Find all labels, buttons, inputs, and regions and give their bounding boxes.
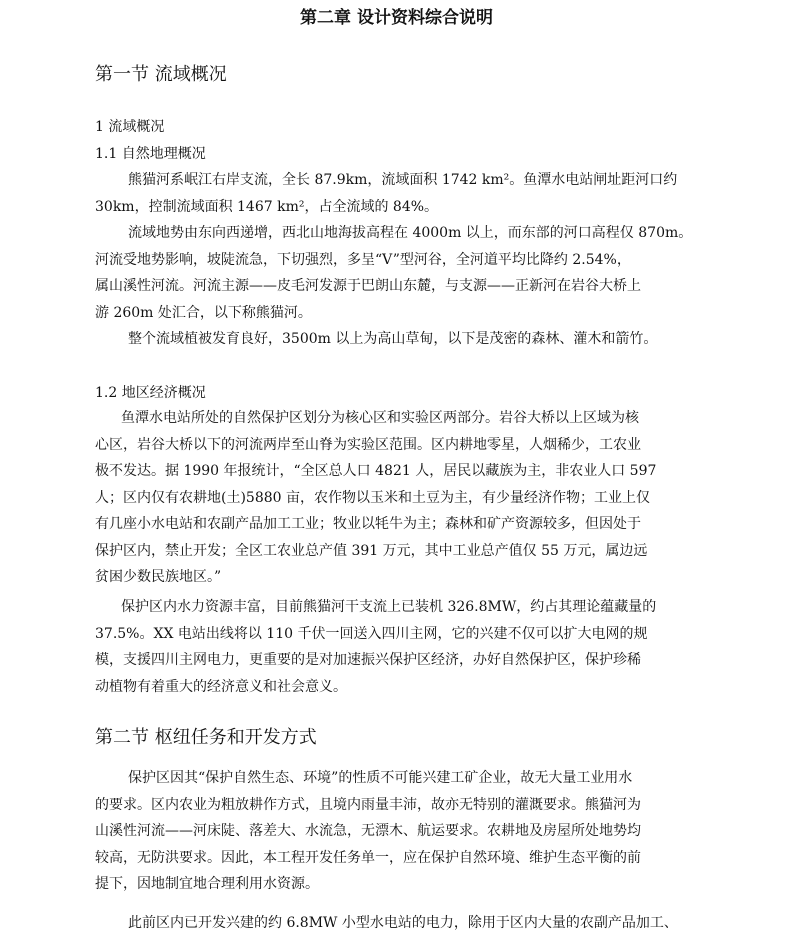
paragraph-project-tasks-1 [95,765,720,898]
text-line: 的要求。区内农业为粗放耕作方式，且境内雨量丰沛，故亦无特别的灌溉要求。熊猫河为 [95,796,641,813]
chapter-title: 第二章 设计资料综合说明 [300,8,493,28]
text-line: 保护区内水力资源丰富，目前熊猫河干支流上已装机 326.8MW，约占其理论蕴藏量的 [121,599,657,615]
text-line: 30km，控制流域面积 1467 km²，占全流域的 84%。 [95,198,439,215]
heading-basin-overview: 1 流域概况 [95,119,165,135]
text-line: 河流受地势影响，坡陡流急，下切强烈，多呈“V”型河谷，全河道平均比降约 2.54%， [95,251,631,268]
text-line: 极不发达。据 1990 年报统计，“全区总人口 4821 人，居民以藏族为主，非农业人口 597 [95,463,657,479]
paragraph-natural-geography-2 [95,220,720,326]
text-line: 模，支援四川主网电力，更重要的是对加速振兴保护区经济，办好自然保护区，保护珍稀 [95,652,641,668]
text-line: 贫困少数民族地区。” [95,569,222,585]
text-line: 动植物有着重大的经济意义和社会意义。 [95,678,347,695]
text-line: 有几座小水电站和农副产品加工工业；牧业以牦牛为主；森林和矿产资源较多，但因处于 [95,516,641,532]
section-title-basin-overview: 第一节 流域概况 [95,64,227,85]
text-line: 人；区内仅有农耕地(土)5880 亩，农作物以玉米和土豆为主，有少量经济作物；工业上仅 [95,489,651,506]
paragraph-natural-geography-3 [95,326,720,353]
text-line: 此前区内已开发兴建的约 6.8MW 小型水电站的电力，除用于区内大量的农副产品加工、 [128,915,678,931]
text-line: 山溪性河流——河床陡、落差大、水流急，无漂木、航运要求。农耕地及房屋所处地势均 [95,823,641,839]
text-line: 游 260m 处汇合，以下称熊猫河。 [95,304,312,321]
text-line: 属山溪性河流。河流主源——皮毛河发源于巴朗山东麓，与支源——正新河在岩谷大桥上 [95,278,641,294]
paragraph-project-tasks-2 [95,910,720,937]
text-line: 鱼潭水电站所处的自然保护区划分为核心区和实验区两部分。岩谷大桥以上区域为核 [121,410,639,426]
heading-regional-economy: 1.2 地区经济概况 [95,385,206,401]
text-line: 整个流域植被发育良好，3500m 以上为高山草甸，以下是茂密的森林、灌木和箭竹。 [128,331,658,347]
text-line: 流域地势由东向西递增，西北山地海拔高程在 4000m 以上，而东部的河口高程仅 870m。 [128,225,693,241]
text-line: 提下，因地制宜地合理利用水资源。 [95,876,319,892]
heading-natural-geography: 1.1 自然地理概况 [95,146,206,162]
paragraph-regional-economy-1 [95,405,720,591]
text-line: 较高，无防洪要求。因此，本工程开发任务单一，应在保护自然环境、维护生态平衡的前 [95,849,641,866]
section-title-project-tasks: 第二节 枢纽任务和开发方式 [95,727,317,748]
text-line: 心区，岩谷大桥以下的河流两岸至山脊为实验区范围。区内耕地零星，人烟稀少，工农业 [95,436,641,453]
text-line: 37.5%。XX 电站出线将以 110 千伏一回送入四川主网，它的兴建不仅可以扩大电网的规 [95,625,648,642]
text-line: 保护区因其“保护自然生态、环境”的性质不可能兴建工矿企业，故无大量工业用水 [128,770,633,786]
text-line: 保护区内，禁止开发；全区工农业总产值 391 万元，其中工业总产值仅 55 万元，属边远 [95,542,648,559]
paragraph-regional-economy-2 [95,594,720,700]
paragraph-natural-geography-1 [95,167,720,220]
text-line: 熊猫河系岷江右岸支流，全长 87.9km，流域面积 1742 km²。鱼潭水电站闸址距河口约 [128,172,678,188]
